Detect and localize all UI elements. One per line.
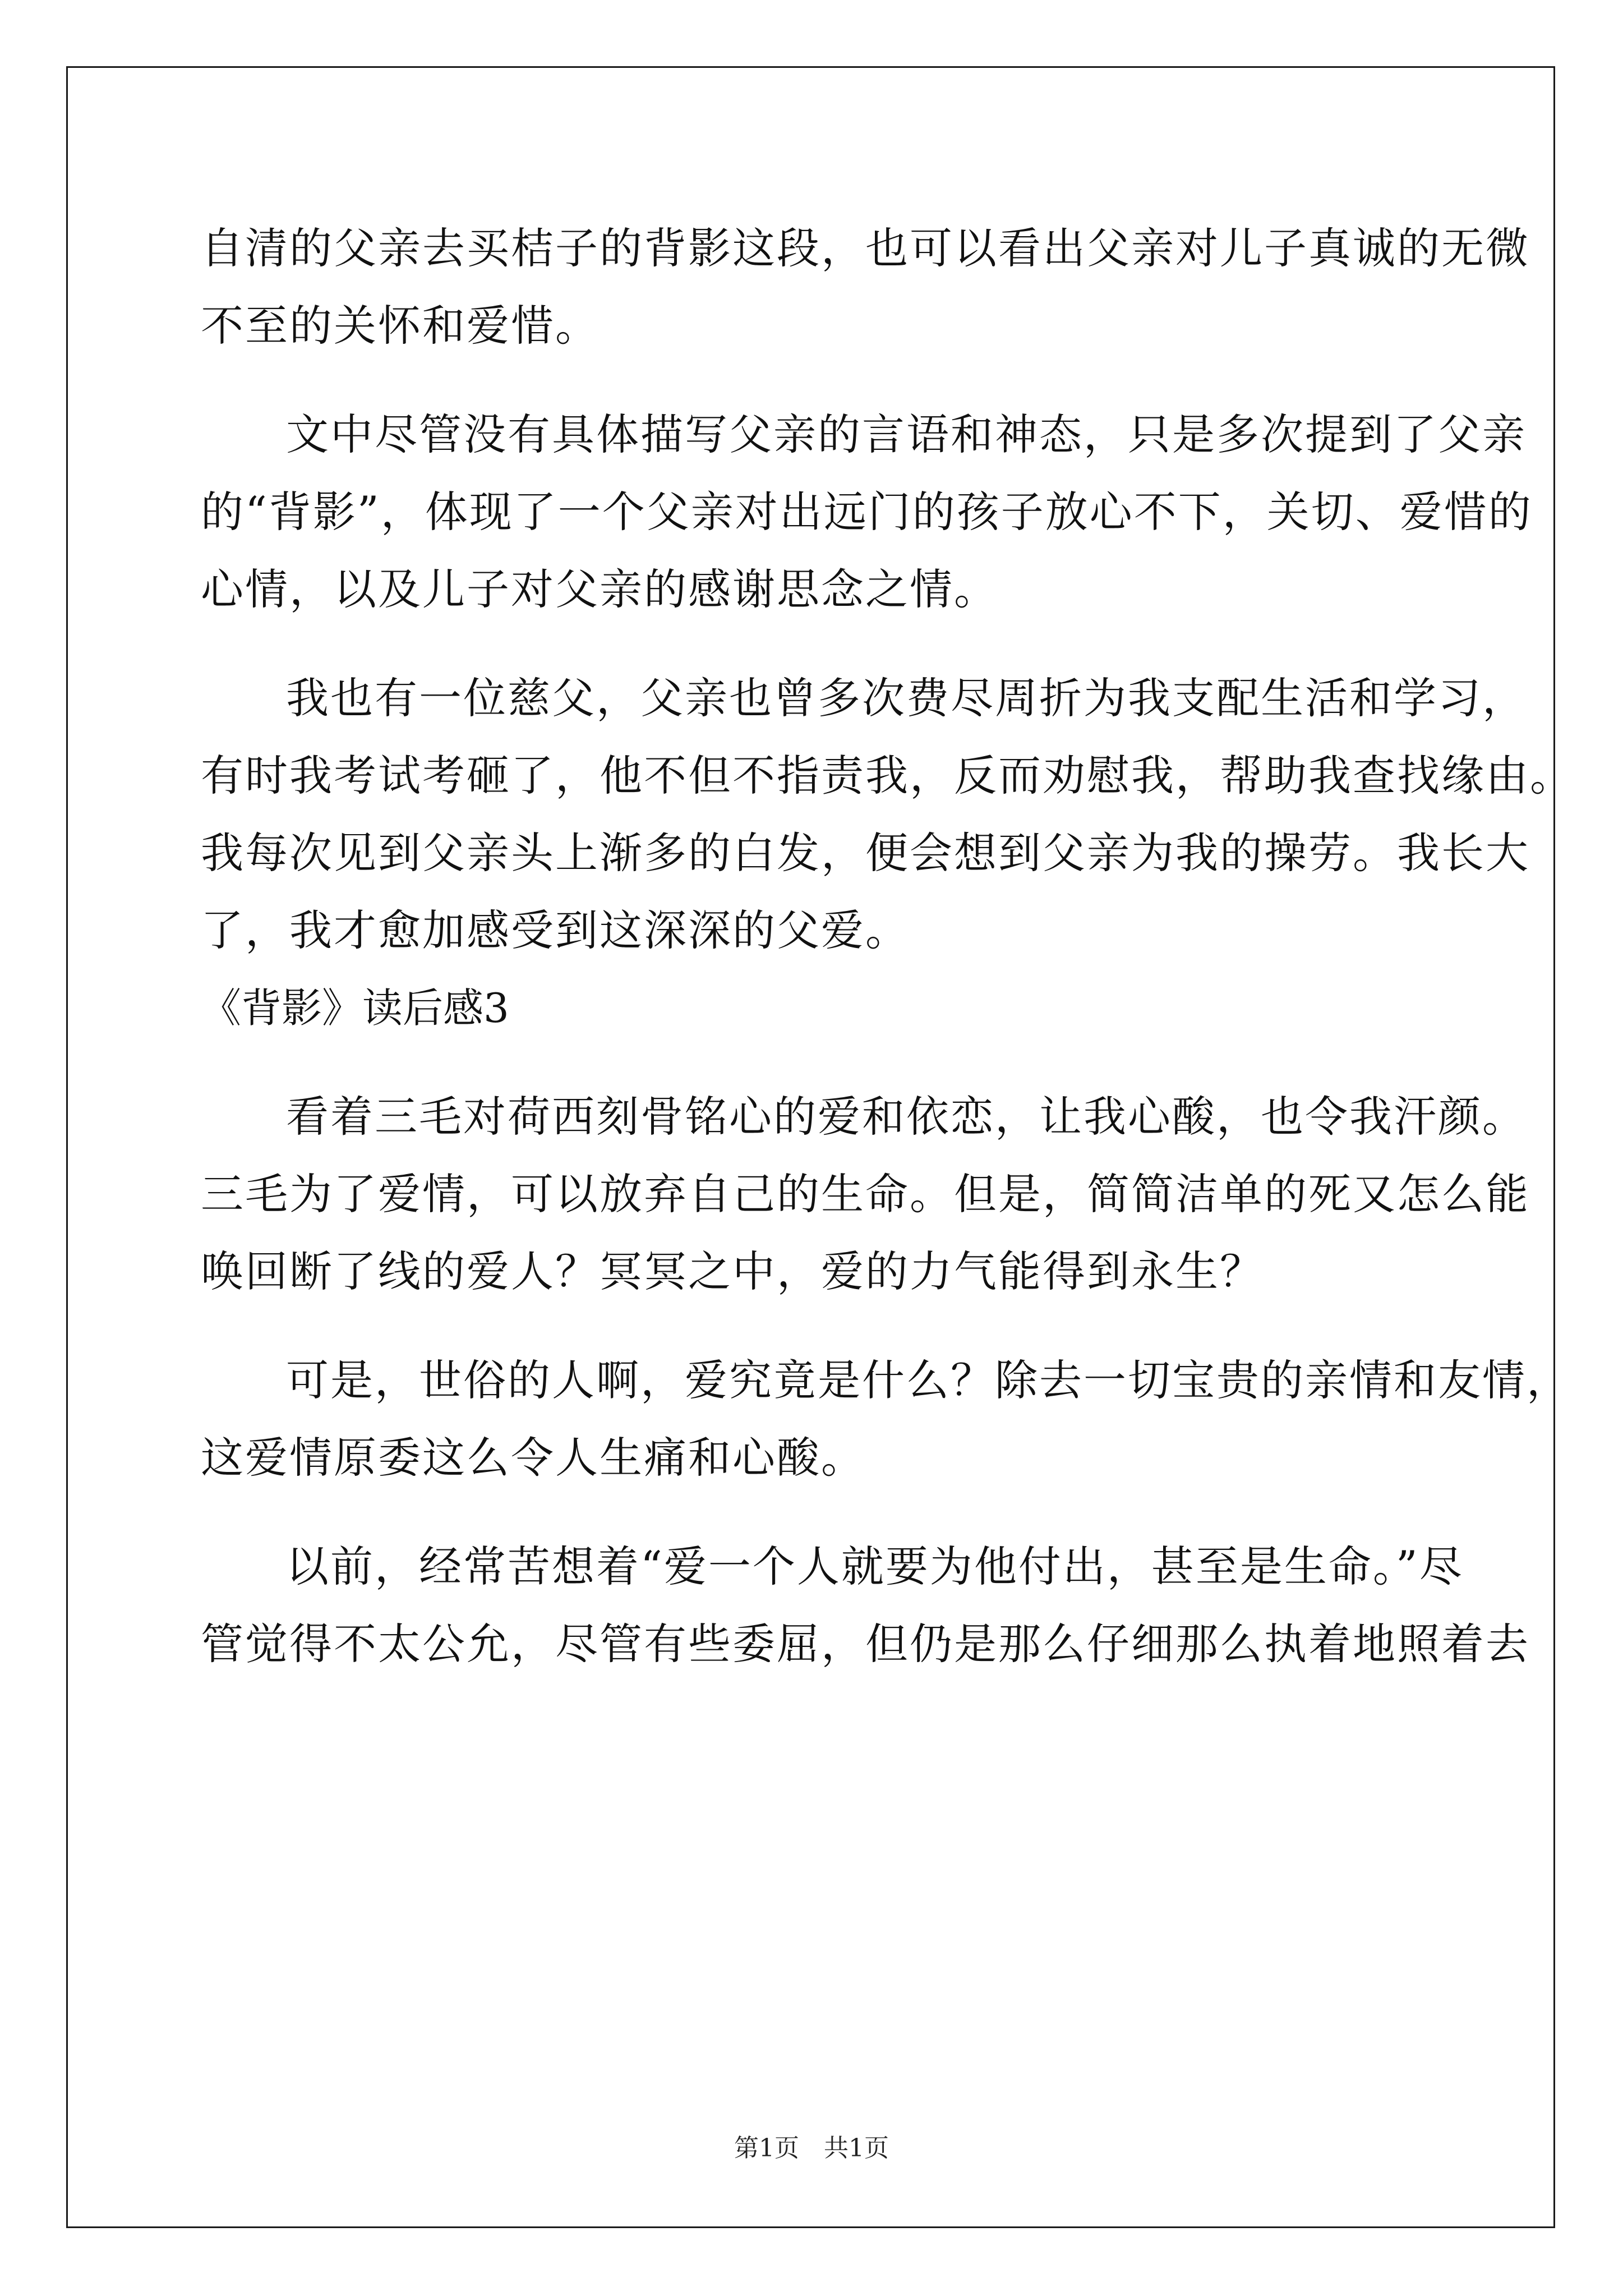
paragraph-start-line: 文中尽管没有具体描写父亲的言语和神态，只是多次提到了父亲 bbox=[286, 409, 1527, 459]
text-line: 这爱情原委这么令人生痛和心酸。 bbox=[201, 1433, 865, 1483]
text-line: 唤回断了线的爱人？冥冥之中，爱的力气能得到永生？ bbox=[201, 1246, 1264, 1296]
text-line: 管觉得不太公允，尽管有些委屈，但仍是那么仔细那么执着地照着去 bbox=[201, 1619, 1530, 1669]
paragraph-start-line: 我也有一位慈父，父亲也曾多次费尽周折为我支配生活和学习， bbox=[286, 673, 1527, 723]
text-line: 我每次见到父亲头上渐多的白发，便会想到父亲为我的操劳。我长大 bbox=[201, 828, 1530, 878]
text-line: 的“背影”，体现了一个父亲对出远门的孩子放心不下，关切、爱惜的 bbox=[201, 487, 1533, 537]
text-line: 三毛为了爱情，可以放弃自己的生命。但是，简简洁单的死又怎么能 bbox=[201, 1169, 1530, 1219]
text-line: 了，我才愈加感受到这深深的父爱。 bbox=[201, 905, 910, 955]
section-heading: 《背影》读后感3 bbox=[201, 984, 509, 1032]
text-line: 有时我考试考砸了，他不但不指责我，反而劝慰我，帮助我查找缘由。 bbox=[201, 751, 1574, 800]
paragraph-start-line: 可是，世俗的人啊，爱究竟是什么？除去一切宝贵的亲情和友情， bbox=[286, 1355, 1571, 1405]
page-number: 第1页 bbox=[734, 2134, 799, 2162]
paragraph-start-line: 以前，经常苦想着“爱一个人就要为他付出，甚至是生命。”尽 bbox=[286, 1542, 1464, 1591]
text-line: 不至的关怀和爱惜。 bbox=[201, 301, 600, 351]
page-footer bbox=[0, 2132, 1623, 2165]
text-line: 心情，以及儿子对父亲的感谢思念之情。 bbox=[201, 564, 998, 614]
text-line: 自清的父亲去买桔子的背影这段，也可以看出父亲对儿子真诚的无微 bbox=[201, 223, 1530, 273]
page-total: 共1页 bbox=[824, 2134, 889, 2162]
paragraph-start-line: 看着三毛对荷西刻骨铭心的爱和依恋，让我心酸，也令我汗颜。 bbox=[286, 1092, 1527, 1142]
